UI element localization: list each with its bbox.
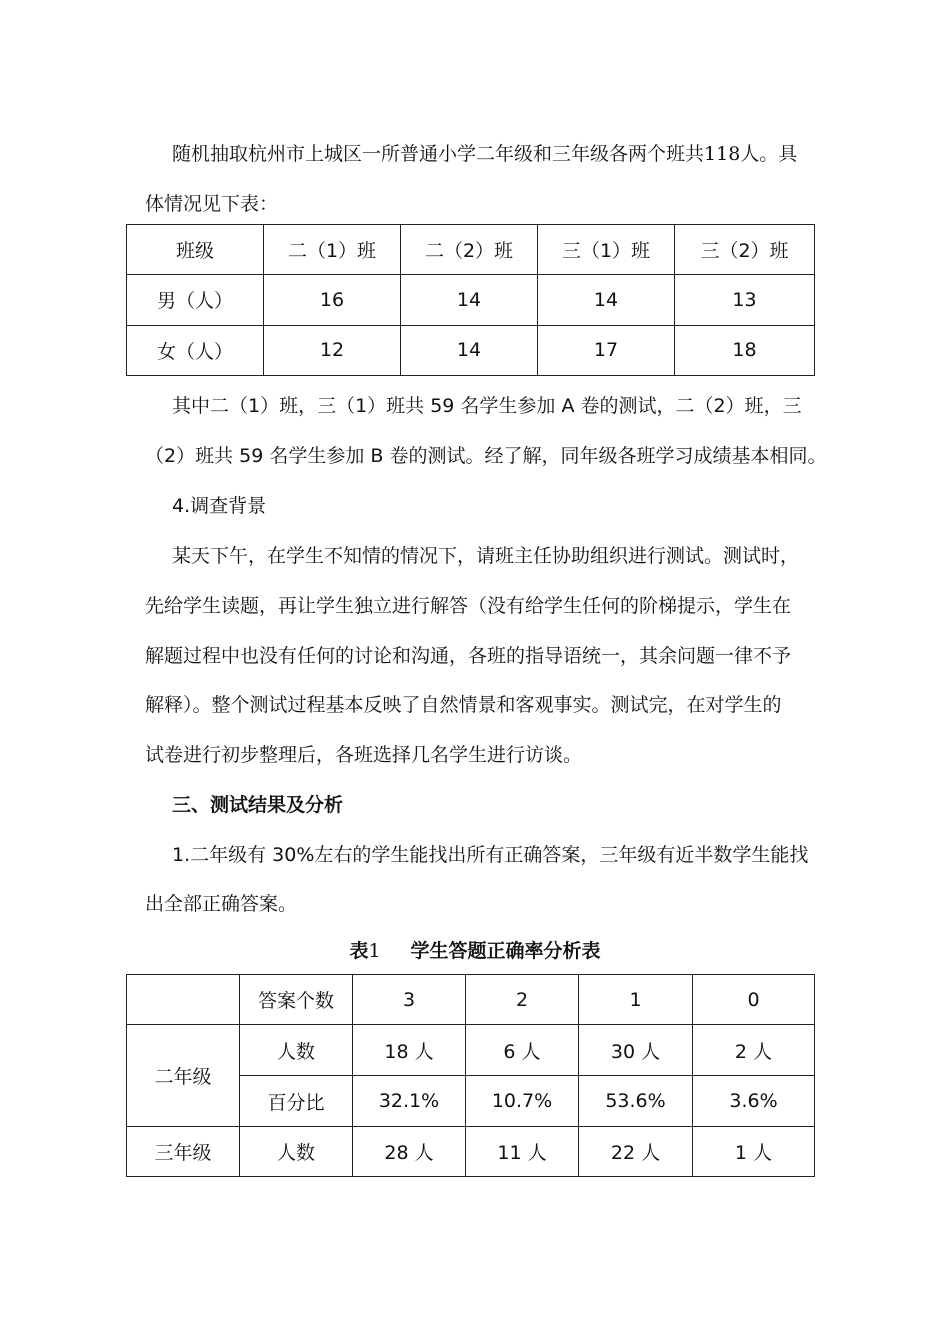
table-cell: 18 bbox=[675, 325, 815, 375]
grade2-label: 二年级 bbox=[127, 1025, 240, 1127]
intro-text-a: 随机抽取杭州市上城区一所普通小学二年级和三年级各两个班共 bbox=[172, 143, 705, 165]
table-cell: 53.6% bbox=[579, 1076, 693, 1127]
table-cell: 6 人 bbox=[466, 1025, 579, 1076]
table-cell: 28 人 bbox=[353, 1127, 466, 1177]
result-1-line-1: 1.二年级有 30%左右的学生能找出所有正确答案，三年级有近半数学生能找 bbox=[172, 844, 809, 866]
class-table-row bbox=[127, 275, 815, 325]
answer-count-label: 答案个数 bbox=[240, 975, 353, 1025]
count-label: 人数 bbox=[240, 1127, 353, 1177]
table-1-caption bbox=[0, 936, 950, 963]
answer-count-cell: 1 bbox=[579, 975, 693, 1025]
background-line-3: 解题过程中也没有任何的讨论和沟通，各班的指导语统一，其余问题一律不予 bbox=[145, 645, 792, 667]
caption-number: 1 bbox=[368, 940, 381, 962]
grade2-count-row bbox=[127, 1025, 815, 1076]
accuracy-table bbox=[126, 974, 815, 1177]
class-table-row bbox=[127, 325, 815, 375]
grade3-count-row bbox=[127, 1127, 815, 1177]
pct-label: 百分比 bbox=[240, 1076, 353, 1127]
class-header-cell: 班级 bbox=[127, 225, 264, 275]
table-cell: 16 bbox=[264, 275, 401, 325]
class-header-cell: 二（2）班 bbox=[401, 225, 538, 275]
class-table bbox=[126, 224, 815, 376]
table-cell: 12 bbox=[264, 325, 401, 375]
answer-count-cell: 0 bbox=[693, 975, 815, 1025]
background-line-2: 先给学生读题，再让学生独立进行解答（没有给学生任何的阶梯提示，学生在 bbox=[145, 595, 792, 617]
table-cell: 30 人 bbox=[579, 1025, 693, 1076]
answer-count-cell: 3 bbox=[353, 975, 466, 1025]
intro-text-b: 人。具 bbox=[740, 143, 798, 165]
empty-corner-cell bbox=[127, 975, 240, 1025]
caption-prefix: 表 bbox=[349, 940, 369, 962]
background-line-1: 某天下午，在学生不知情的情况下，请班主任协助组织进行测试。测试时， bbox=[172, 545, 800, 567]
section-3-heading: 三、测试结果及分析 bbox=[172, 794, 344, 816]
class-table-header-row bbox=[127, 225, 815, 275]
table-cell: 2 人 bbox=[693, 1025, 815, 1076]
table-cell: 13 bbox=[675, 275, 815, 325]
section-4-heading: 4.调查背景 bbox=[172, 495, 267, 517]
table-cell: 17 bbox=[538, 325, 675, 375]
caption-title: 学生答题正确率分析表 bbox=[410, 940, 601, 962]
count-label: 人数 bbox=[240, 1025, 353, 1076]
result-1-line-2: 出全部正确答案。 bbox=[145, 893, 298, 915]
table-cell: 32.1% bbox=[353, 1076, 466, 1127]
intro-total-number: 118 bbox=[704, 143, 741, 165]
class-header-cell: 二（1）班 bbox=[264, 225, 401, 275]
ab-line-2: （2）班共 59 名学生参加 B 卷的测试。经了解，同年级各班学习成绩基本相同。 bbox=[145, 445, 827, 467]
background-line-5: 试卷进行初步整理后，各班选择几名学生进行访谈。 bbox=[145, 744, 583, 766]
table-cell: 10.7% bbox=[466, 1076, 579, 1127]
table-cell: 女（人） bbox=[127, 325, 264, 375]
table-cell: 14 bbox=[401, 325, 538, 375]
class-header-cell: 三（1）班 bbox=[538, 225, 675, 275]
background-line-4: 解释）。整个测试过程基本反映了自然情景和客观事实。测试完，在对学生的 bbox=[145, 694, 782, 716]
table-cell: 3.6% bbox=[693, 1076, 815, 1127]
ab-line-1: 其中二（1）班，三（1）班共 59 名学生参加 A 卷的测试，二（2）班，三 bbox=[172, 395, 802, 417]
table-cell: 14 bbox=[401, 275, 538, 325]
table-cell: 18 人 bbox=[353, 1025, 466, 1076]
intro-line-1 bbox=[172, 139, 797, 166]
intro-line-2: 体情况见下表： bbox=[145, 193, 279, 215]
accuracy-header-row bbox=[127, 975, 815, 1025]
answer-count-cell: 2 bbox=[466, 975, 579, 1025]
table-cell: 14 bbox=[538, 275, 675, 325]
table-cell: 男（人） bbox=[127, 275, 264, 325]
class-header-cell: 三（2）班 bbox=[675, 225, 815, 275]
table-cell: 22 人 bbox=[579, 1127, 693, 1177]
table-cell: 1 人 bbox=[693, 1127, 815, 1177]
grade3-label: 三年级 bbox=[127, 1127, 240, 1177]
table-cell: 11 人 bbox=[466, 1127, 579, 1177]
